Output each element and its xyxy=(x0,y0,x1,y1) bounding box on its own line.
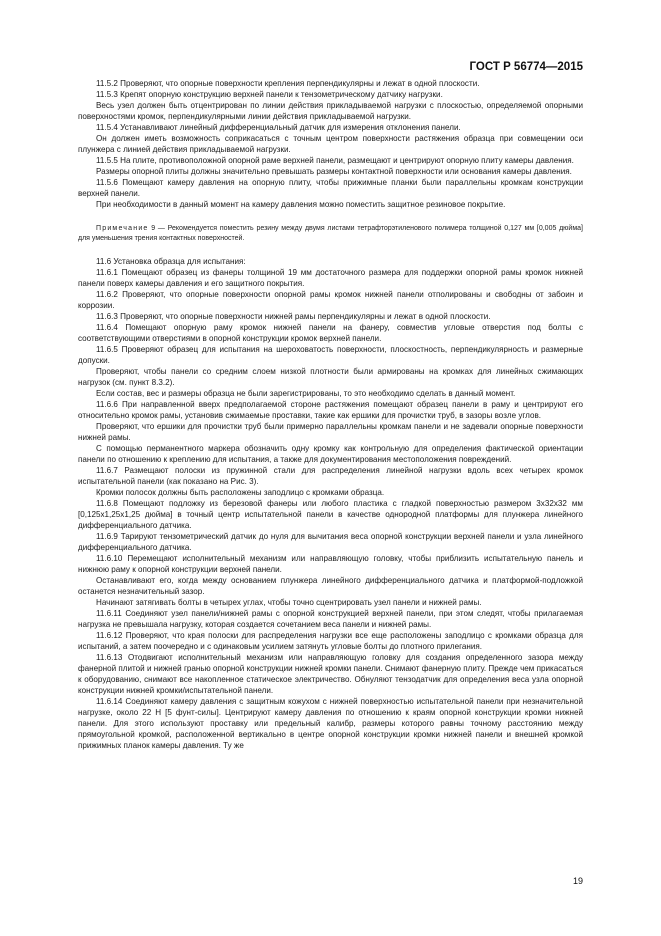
paragraph: 11.6.9 Тарируют тензометрический датчик до нуля для вычитания веса опорной конструкции верхней панели и узла линейного дифференциального датчика. xyxy=(78,532,583,552)
paragraph: 11.6.11 Соединяют узел панели/нижней рамы с опорной конструкцией верхней панели, при этом следят, чтобы прилагаемая нагрузка не превышала нагрузку, которая создается сочетанием веса панели и нижней рамы. xyxy=(78,609,583,629)
note-label: Примечание xyxy=(96,225,149,232)
paragraph: Он должен иметь возможность соприкасаться с точным центром поверхности растяжения образца при совмещении оси плунжера с линией действия прикладываемой нагрузки. xyxy=(78,134,583,154)
paragraph: 11.6.8 Помещают подложку из березовой фанеры или любого пластика с гладкой поверхностью размером 3x32x32 мм [0,125x1,25x1,25 дюйма] в точный центр испытательной панели в качестве однородной платформы для плунжера линейного дифференциального датчика. xyxy=(78,499,583,530)
paragraph: Размеры опорной плиты должны значительно превышать размеры контактной поверхности или основания камеры давления. xyxy=(96,167,572,176)
standard-header: ГОСТ Р 56774—2015 xyxy=(469,61,583,73)
paragraph: 11.6.1 Помещают образец из фанеры толщиной 19 мм достаточного размера для поддержки опорной рамы кромок нижней панели поверх камеры давления и его защитного покрытия. xyxy=(78,268,583,288)
paragraph: 11.6.7 Размещают полоски из пружинной стали для распределения линейной нагрузки вдоль всех четырех кромок испытательной панели (как показано на Рис. 3). xyxy=(78,466,583,486)
paragraph: Останавливают его, когда между основанием плунжера линейного дифференциального датчика и платформой-подложкой останется незначительный зазор. xyxy=(78,576,583,596)
paragraph: 11.5.3 Крепят опорную конструкцию верхней панели к тензометрическому датчику нагрузки. xyxy=(96,90,443,99)
paragraph: 11.5.5 На плите, противоположной опорной раме верхней панели, размещают и центрируют опорную плиту камеры давления. xyxy=(96,156,574,165)
paragraph: Проверяют, чтобы панели со средним слоем низкой плотности были армированы на кромках для линейных сжимающих нагрузок (см. пункт 8.3.2). xyxy=(78,367,583,387)
bottom-paragraphs xyxy=(78,256,583,751)
paragraph: С помощью перманентного маркера обозначить одну кромку как контрольную для определения фактической ориентации панели по отношению к креплению для испытания, а также для документирования местоположения повреждений. xyxy=(78,444,583,464)
paragraph: 11.6.14 Соединяют камеру давления с защитным кожухом с нижней поверхностью испытательной панели при незначительной нагрузке, около 22 Н [5 фунт-силы]. Центрируют камеру давления по отношению к краям опорной конструкции кромки нижней панели. Для этого используют проставку или предельный калибр, размеры которого равны точному расстоянию между прямоугольной кромкой, расположенной вертикально в центре опорной конструкции кромки нижней панели и внешней кромкой прижимных планок камеры давления. Ту же xyxy=(78,697,583,750)
paragraph: 11.6.5 Проверяют образец для испытания на шероховатость поверхности, плоскостность, перпендикулярность и размерные допуски. xyxy=(78,345,583,365)
paragraph: При необходимости в данный момент на камеру давления можно поместить защитное резиновое покрытие. xyxy=(96,200,506,209)
paragraph: 11.6.12 Проверяют, что края полоски для распределения нагрузки все еще расположены заподлицо с кромками образца для испытаний, а затем поочередно и с одинаковым усилием затянуть угловые болты до плотного прилегания. xyxy=(78,631,583,651)
document-body xyxy=(78,78,583,751)
paragraph: Весь узел должен быть отцентрирован по линии действия прикладываемой нагрузки с плоскостью, определяемой опорными поверхностями кромок, перпендикулярными линии действия прикладываемой нагрузки. xyxy=(78,101,583,121)
page-number: 19 xyxy=(572,876,583,886)
top-paragraphs xyxy=(78,78,583,210)
paragraph: Начинают затягивать болты в четырех углах, чтобы точно сцентрировать узел панели и нижней рамы. xyxy=(96,598,482,607)
paragraph: 11.6.10 Перемещают исполнительный механизм или направляющую головку, чтобы приблизить испытательную панель и нижнюю раму к опорной конструкции верхней панели. xyxy=(78,554,583,574)
paragraph: 11.6 Установка образца для испытания: xyxy=(96,257,246,266)
paragraph: 11.5.4 Устанавливают линейный дифференциальный датчик для измерения отклонения панели. xyxy=(96,123,461,132)
paragraph: 11.6.6 При направленной вверх предполагаемой стороне растяжения помещают образец панели в раму и центрируют его относительно кромок рамы, установив сжимаемые проставки, такие как ершики для прочистки труб, в зазоры возле углов. xyxy=(78,400,583,420)
note xyxy=(78,224,583,244)
note-text: 9 — Рекомендуется поместить резину между двумя листами тетрафторэтиленового полимера толщиной 0,127 мм [0,005 дюйма] для уменьшения трения контактных поверхностей. xyxy=(78,225,583,242)
paragraph: 11.6.3 Проверяют, что опорные поверхности нижней рамы перпендикулярны и лежат в одной плоскости. xyxy=(96,312,491,321)
paragraph: Если состав, вес и размеры образца не были зарегистрированы, то это необходимо сделать в данный момент. xyxy=(96,389,516,398)
paragraph: Кромки полосок должны быть расположены заподлицо с кромками образца. xyxy=(96,488,385,497)
paragraph: Проверяют, что ершики для прочистки труб были примерно параллельны кромкам панели и не задевали опорные поверхности нижней рамы. xyxy=(78,422,583,442)
paragraph: 11.6.4 Помещают опорную раму кромок нижней панели на фанеру, совместив угловые отверстия под болты с соответствующими отверстиями в опорной конструкции кромок верхней панели. xyxy=(78,323,583,343)
paragraph: 11.6.2 Проверяют, что опорные поверхности опорной рамы кромок нижней панели отполированы и свободны от забоин и коррозии. xyxy=(78,290,583,310)
paragraph: 11.5.6 Помещают камеру давления на опорную плиту, чтобы прижимные планки были параллельны кромкам конструкции верхней панели. xyxy=(78,178,583,198)
paragraph: 11.5.2 Проверяют, что опорные поверхности крепления перпендикулярны и лежат в одной плоскости. xyxy=(96,79,480,88)
paragraph: 11.6.13 Отодвигают исполнительный механизм или направляющую головку для создания определенного зазора между фанерной плитой и нижней гранью опорной конструкции нижней кромки панели. Снимают фанерную плиту. Прежде чем прикасаться к оборудованию, снимают все накопленное статическое электричество. Обнуляют тензодатчик для определения веса узла опорной конструкции нижней кромки/испытательной панели. xyxy=(78,653,583,695)
